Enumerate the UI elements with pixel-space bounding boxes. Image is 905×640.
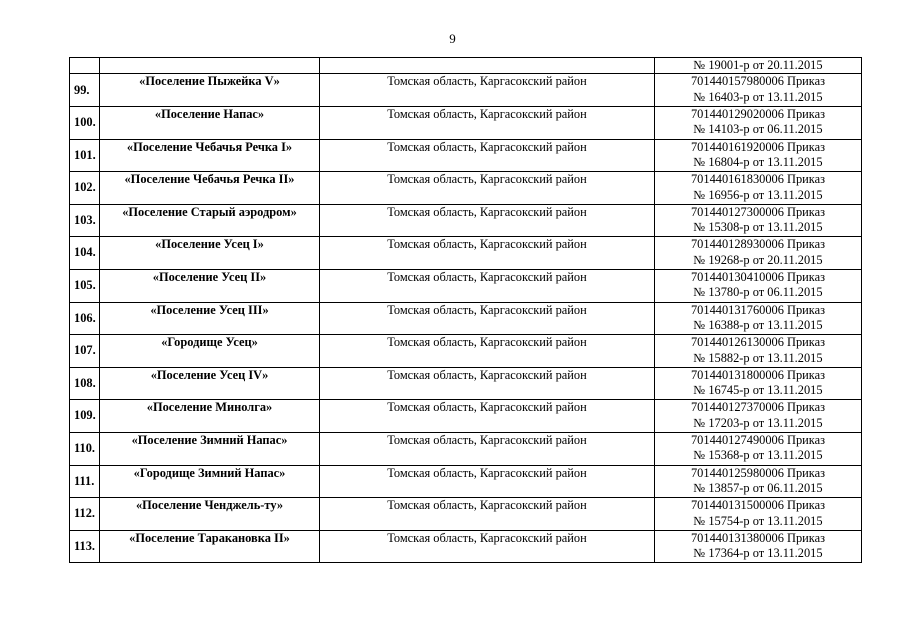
object-name: «Поселение Таракановка II» <box>100 530 320 563</box>
object-location: Томская область, Каргасокский район <box>320 498 655 531</box>
table-row <box>70 335 862 368</box>
row-number: 99. <box>70 74 100 107</box>
location-cell <box>320 58 655 74</box>
row-number: 107. <box>70 335 100 368</box>
order-text: № 15308-р от 13.11.2015 <box>693 220 823 235</box>
object-location: Томская область, Каргасокский район <box>320 139 655 172</box>
object-name: «Поселение Старый аэродром» <box>100 204 320 237</box>
order-text: № 16403-р от 13.11.2015 <box>693 89 823 104</box>
registry-code: 701440131380006 Приказ <box>690 530 826 545</box>
object-location: Томская область, Каргасокский район <box>320 74 655 107</box>
order-text: № 17364-р от 13.11.2015 <box>693 546 823 561</box>
object-location: Томская область, Каргасокский район <box>320 530 655 563</box>
object-name: «Поселение Усец I» <box>100 237 320 270</box>
row-number: 106. <box>70 302 100 335</box>
object-name: «Городище Усец» <box>100 335 320 368</box>
document-cell <box>655 530 862 563</box>
document-cell <box>655 498 862 531</box>
table-row <box>70 172 862 205</box>
table-row <box>70 367 862 400</box>
object-location: Томская область, Каргасокский район <box>320 400 655 433</box>
document-cell <box>655 335 862 368</box>
table-row <box>70 432 862 465</box>
table-row <box>70 530 862 563</box>
registry-code: 701440127370006 Приказ <box>690 400 826 415</box>
document-cell <box>655 139 862 172</box>
order-text: № 19001-р от 20.11.2015 <box>693 58 823 72</box>
document-cell <box>655 74 862 107</box>
object-name: «Поселение Зимний Напас» <box>100 432 320 465</box>
registry-code: 701440126130006 Приказ <box>690 335 826 350</box>
object-location: Томская область, Каргасокский район <box>320 302 655 335</box>
order-text: № 16804-р от 13.11.2015 <box>693 155 823 169</box>
object-location: Томская область, Каргасокский район <box>320 335 655 368</box>
row-number: 109. <box>70 400 100 433</box>
row-number: 108. <box>70 367 100 400</box>
table-row <box>70 400 862 433</box>
order-text: № 19268-р от 20.11.2015 <box>693 252 823 267</box>
document-cell <box>655 172 862 205</box>
registry-code: 701440157980006 Приказ <box>690 74 826 89</box>
table-row <box>70 302 862 335</box>
registry-code: 701440127490006 Приказ <box>690 432 826 447</box>
registry-code: 701440125980006 Приказ <box>690 465 826 480</box>
object-name: «Поселение Усец IV» <box>100 367 320 400</box>
registry-code: 701440161830006 Приказ <box>690 172 826 187</box>
object-name: «Поселение Чебачья Речка II» <box>100 172 320 205</box>
document-cell <box>655 367 862 400</box>
order-text: № 16745-р от 13.11.2015 <box>693 383 823 398</box>
order-text: № 16956-р от 13.11.2015 <box>693 187 823 202</box>
table-row <box>70 204 862 237</box>
object-location: Томская область, Каргасокский район <box>320 237 655 270</box>
document-cell <box>655 400 862 433</box>
object-location: Томская область, Каргасокский район <box>320 107 655 140</box>
row-number: 102. <box>70 172 100 205</box>
registry-code: 701440131800006 Приказ <box>690 367 826 382</box>
document-cell <box>655 58 862 74</box>
row-number: 110. <box>70 432 100 465</box>
document-cell <box>655 237 862 270</box>
table-row <box>70 139 862 172</box>
row-number: 103. <box>70 204 100 237</box>
object-name: «Поселение Напас» <box>100 107 320 140</box>
object-name: «Поселение Усец II» <box>100 269 320 302</box>
order-text: № 17203-р от 13.11.2015 <box>693 415 823 430</box>
object-location: Томская область, Каргасокский район <box>320 269 655 302</box>
document-cell <box>655 107 862 140</box>
table-row <box>70 465 862 498</box>
object-location: Томская область, Каргасокский район <box>320 172 655 205</box>
registry-code: 701440128930006 Приказ <box>690 237 826 252</box>
document-cell <box>655 465 862 498</box>
object-name: «Поселение Чебачья Речка I» <box>100 139 320 172</box>
row-number: 113. <box>70 530 100 563</box>
order-text: № 16388-р от 13.11.2015 <box>693 317 823 332</box>
object-location: Томская область, Каргасокский район <box>320 204 655 237</box>
order-text: № 15882-р от 13.11.2015 <box>693 350 823 365</box>
table-row <box>70 74 862 107</box>
object-name: «Поселение Усец III» <box>100 302 320 335</box>
table-row <box>70 498 862 531</box>
registry-code: 701440127300006 Приказ <box>690 204 826 219</box>
registry-code: 701440131500006 Приказ <box>690 498 826 513</box>
table-row <box>70 107 862 140</box>
document-cell <box>655 432 862 465</box>
object-name: «Городище Зимний Напас» <box>100 465 320 498</box>
order-text: № 13857-р от 06.11.2015 <box>693 480 823 495</box>
object-name-cell <box>100 58 320 74</box>
object-name: «Поселение Минолга» <box>100 400 320 433</box>
heritage-registry-table <box>69 57 862 563</box>
table-body <box>70 58 862 563</box>
row-number: 112. <box>70 498 100 531</box>
page-number: 9 <box>449 31 456 46</box>
registry-code: 701440161920006 Приказ <box>690 139 826 154</box>
row-number: 100. <box>70 107 100 140</box>
document-cell <box>655 269 862 302</box>
registry-code: 701440130410006 Приказ <box>690 269 826 284</box>
registry-code: 701440129020006 Приказ <box>690 107 826 121</box>
registry-code: 701440131760006 Приказ <box>690 302 826 317</box>
document-cell <box>655 204 862 237</box>
row-number-cell <box>70 58 100 74</box>
row-number: 104. <box>70 237 100 270</box>
table-row <box>70 237 862 270</box>
row-number: 105. <box>70 269 100 302</box>
object-location: Томская область, Каргасокский район <box>320 432 655 465</box>
object-name: «Поселение Ченджель-ту» <box>100 498 320 531</box>
object-location: Томская область, Каргасокский район <box>320 465 655 498</box>
order-text: № 14103-р от 06.11.2015 <box>693 122 823 137</box>
order-text: № 13780-р от 06.11.2015 <box>693 285 823 300</box>
object-location: Томская область, Каргасокский район <box>320 367 655 400</box>
order-text: № 15368-р от 13.11.2015 <box>693 448 823 463</box>
order-text: № 15754-р от 13.11.2015 <box>693 513 823 528</box>
document-cell <box>655 302 862 335</box>
table-row <box>70 269 862 302</box>
table-row-continuation <box>70 58 862 74</box>
row-number: 111. <box>70 465 100 498</box>
row-number: 101. <box>70 139 100 172</box>
object-name: «Поселение Пыжейка V» <box>100 74 320 107</box>
